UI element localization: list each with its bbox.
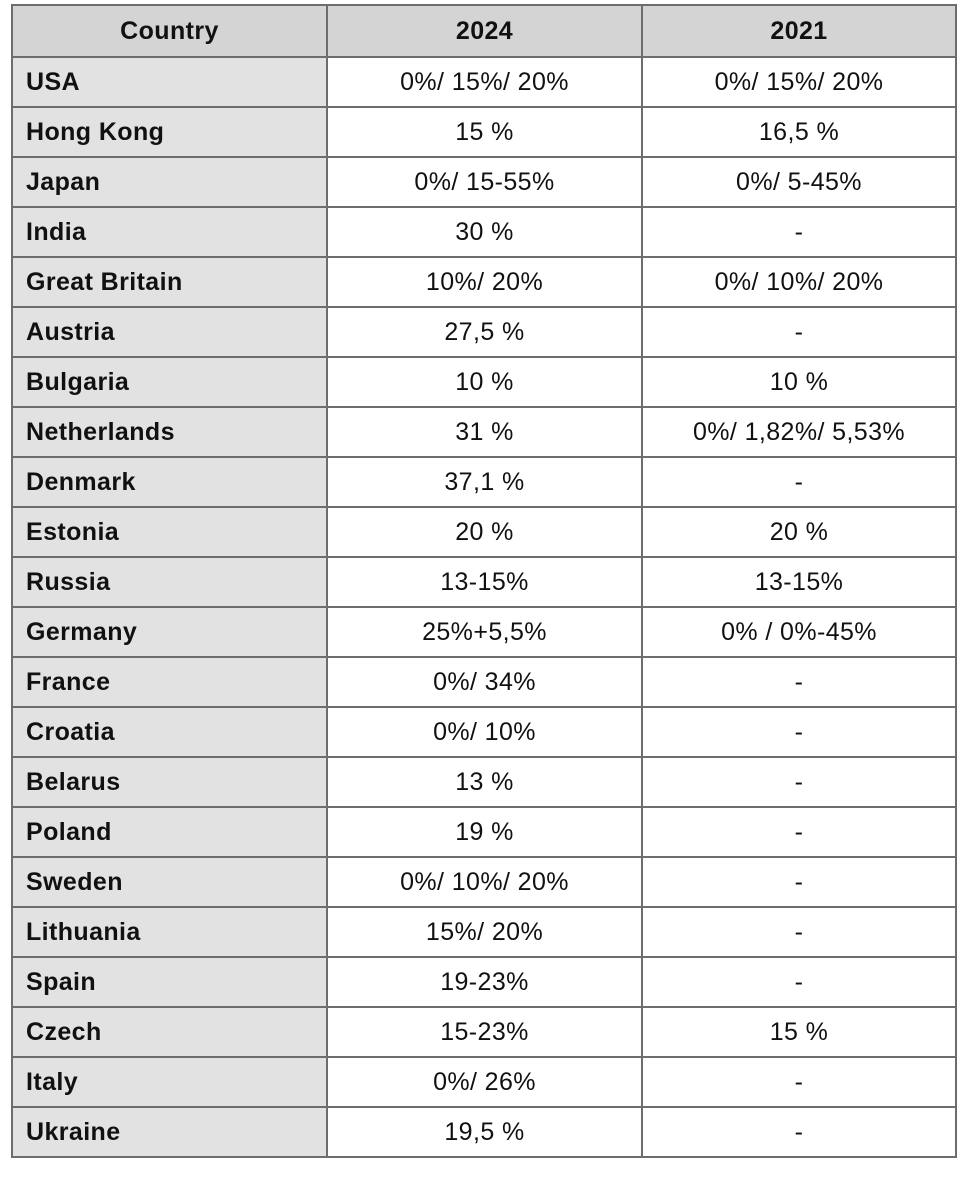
country-cell: USA [12,57,327,107]
rate-2021-cell: - [642,807,956,857]
rate-2024-cell: 20 % [327,507,642,557]
rate-2024-cell: 19,5 % [327,1107,642,1157]
rate-2021-cell: - [642,307,956,357]
rate-2021-cell: - [642,457,956,507]
rate-2024-cell: 0%/ 15%/ 20% [327,57,642,107]
country-cell: India [12,207,327,257]
tax-rate-table [11,4,957,1158]
rate-2024-cell: 13-15% [327,557,642,607]
rate-2024-cell: 13 % [327,757,642,807]
table-row [12,757,956,807]
rate-2021-cell: - [642,957,956,1007]
rate-2021-cell: - [642,757,956,807]
rate-2021-cell: 13-15% [642,557,956,607]
rate-2021-cell: - [642,707,956,757]
country-cell: Bulgaria [12,357,327,407]
table-row [12,407,956,457]
country-cell: Poland [12,807,327,857]
table-row [12,657,956,707]
country-cell: Germany [12,607,327,657]
table-row [12,157,956,207]
rate-2024-cell: 0%/ 15-55% [327,157,642,207]
country-cell: Estonia [12,507,327,557]
rate-2021-cell: 0%/ 10%/ 20% [642,257,956,307]
header-row [12,5,956,57]
country-cell: Denmark [12,457,327,507]
rate-2021-cell: 15 % [642,1007,956,1057]
rate-2021-cell: - [642,907,956,957]
table-row [12,57,956,107]
table-row [12,257,956,307]
header-year-2021: 2021 [642,5,956,57]
rate-2021-cell: 0%/ 15%/ 20% [642,57,956,107]
rate-2021-cell: 0%/ 5-45% [642,157,956,207]
rate-2024-cell: 10 % [327,357,642,407]
table-row [12,457,956,507]
table-row [12,1107,956,1157]
rate-2024-cell: 19 % [327,807,642,857]
rate-2021-cell: - [642,1057,956,1107]
country-cell: Czech [12,1007,327,1057]
table-row [12,557,956,607]
country-cell: France [12,657,327,707]
table-header [12,5,956,57]
rate-2024-cell: 15-23% [327,1007,642,1057]
table-row [12,607,956,657]
tax-rate-table-container [11,4,955,1158]
table-row [12,507,956,557]
rate-2024-cell: 31 % [327,407,642,457]
rate-2021-cell: - [642,857,956,907]
header-country: Country [12,5,327,57]
rate-2024-cell: 0%/ 10% [327,707,642,757]
rate-2021-cell: - [642,207,956,257]
header-year-2024: 2024 [327,5,642,57]
country-cell: Lithuania [12,907,327,957]
rate-2021-cell: - [642,1107,956,1157]
country-cell: Hong Kong [12,107,327,157]
rate-2021-cell: 0% / 0%-45% [642,607,956,657]
country-cell: Netherlands [12,407,327,457]
country-cell: Japan [12,157,327,207]
country-cell: Russia [12,557,327,607]
country-cell: Sweden [12,857,327,907]
table-row [12,807,956,857]
rate-2024-cell: 37,1 % [327,457,642,507]
table-row [12,207,956,257]
rate-2024-cell: 27,5 % [327,307,642,357]
table-row [12,957,956,1007]
country-cell: Croatia [12,707,327,757]
rate-2024-cell: 15%/ 20% [327,907,642,957]
rate-2021-cell: 20 % [642,507,956,557]
rate-2021-cell: - [642,657,956,707]
table-row [12,857,956,907]
country-cell: Great Britain [12,257,327,307]
rate-2024-cell: 0%/ 26% [327,1057,642,1107]
table-row [12,307,956,357]
country-cell: Austria [12,307,327,357]
rate-2021-cell: 16,5 % [642,107,956,157]
rate-2024-cell: 0%/ 34% [327,657,642,707]
table-row [12,907,956,957]
rate-2021-cell: 10 % [642,357,956,407]
rate-2024-cell: 0%/ 10%/ 20% [327,857,642,907]
country-cell: Ukraine [12,1107,327,1157]
table-row [12,707,956,757]
rate-2024-cell: 30 % [327,207,642,257]
country-cell: Belarus [12,757,327,807]
rate-2024-cell: 10%/ 20% [327,257,642,307]
table-body [12,57,956,1157]
country-cell: Spain [12,957,327,1007]
rate-2024-cell: 25%+5,5% [327,607,642,657]
table-row [12,1057,956,1107]
rate-2021-cell: 0%/ 1,82%/ 5,53% [642,407,956,457]
country-cell: Italy [12,1057,327,1107]
table-row [12,1007,956,1057]
table-row [12,357,956,407]
table-row [12,107,956,157]
rate-2024-cell: 19-23% [327,957,642,1007]
rate-2024-cell: 15 % [327,107,642,157]
